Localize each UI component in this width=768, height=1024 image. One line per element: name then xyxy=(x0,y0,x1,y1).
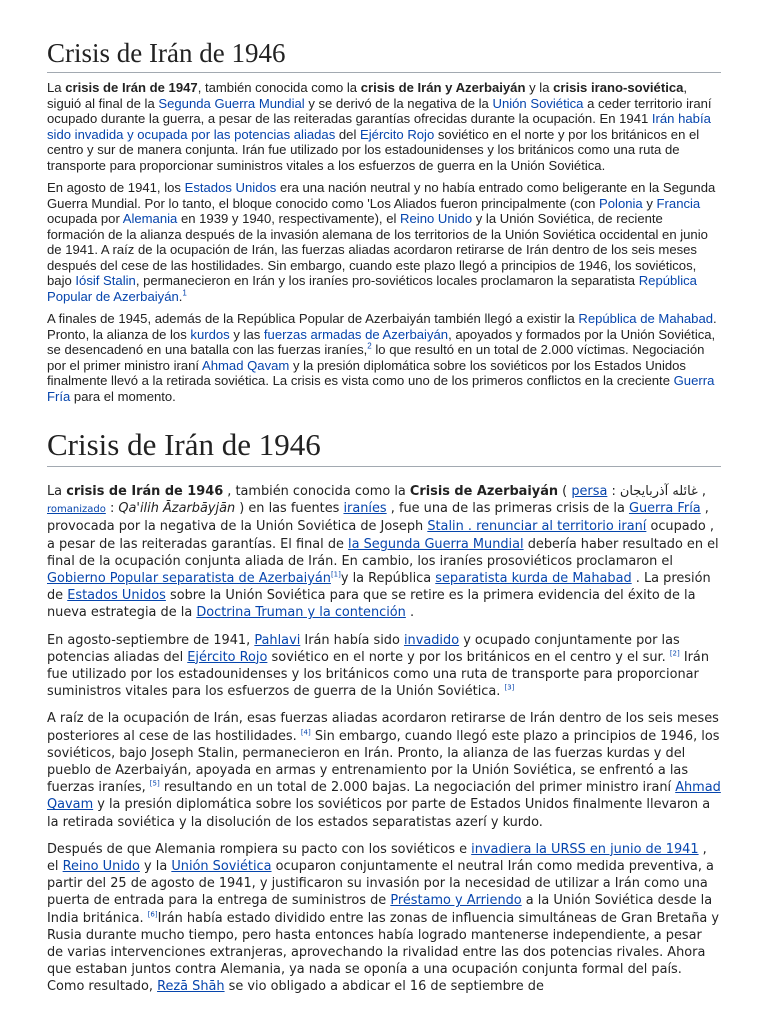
link-ahmad-qavam[interactable]: Ahmad Qavam xyxy=(202,357,290,373)
link-reino-unido[interactable]: Reino Unido xyxy=(62,859,140,875)
link-invasion-iran[interactable]: Irán había sido invadida y ocupada por las potencias aliadas xyxy=(47,111,711,142)
paragraph: En agosto de 1941, los Estados Unidos era una nación neutral y no había entrado como beligerante en la Segunda Guerra Mundial. Por lo tanto, el bloque conocido como 'Los Aliados fueron principalmente (con Polonia y Francia ocupada por Alemania en 1939 y 1940, respectivamente), el Reino Unido y la Unión Soviética, de reciente formación de la alianza después de la invasión alemana de los territorios de la Unión Soviética occidental en junio de 1941. A raíz de la ocupación de Irán, las fuerzas aliadas acordaron retirarse de Irán dentro de los seis meses después del cese de las hostilidades. Sin embargo, cuando este plazo llegó a principios de 1946, los soviéticos, bajo Iósif Stalin, permanecieron en Irán y los iraníes pro-soviéticos locales proclamaron la separatista República Popular de Azerbaiyán.$^1$ xyxy=(47,180,716,304)
article-body xyxy=(47,483,721,996)
paragraph: La crisis de Irán de 1947, también conocida como la crisis de Irán y Azerbaiyán y la crisis irano-soviética, siguió al final de la Segunda Guerra Mundial y se derivó de la negativa de la Unión Soviética a ceder territorio iraní ocupado durante la guerra, a pesar de las reiteradas garantías ofrecidas durante la ocupación. En 1941 Irán había sido invadida y ocupada por las potencias aliadas del Ejército Rojo soviético en el norte y por los británicos en el centro y sur de manera conjunta. Irán fue utilizado por los estadounidenses y los británicos como una ruta de transporte para proporcionar suministros vitales a los esfuerzos de guerra en la Unión Soviética. xyxy=(47,80,712,173)
link-romanizado[interactable]: romanizado xyxy=(47,504,106,516)
reference-marker[interactable]: [4] xyxy=(300,728,311,737)
footnote-marker[interactable]: 1 xyxy=(182,288,187,298)
link-francia[interactable]: Francia xyxy=(656,195,701,211)
article-title: Crisis de Irán de 1946 xyxy=(47,426,721,467)
link-estados-unidos[interactable]: Estados Unidos xyxy=(67,588,166,604)
link-union-sovietica[interactable]: Unión Soviética xyxy=(171,859,272,875)
reference-marker[interactable]: [1] xyxy=(330,570,341,579)
link-estados-unidos[interactable]: Estados Unidos xyxy=(184,180,277,195)
link-pahlavi[interactable]: Pahlavi xyxy=(254,632,301,648)
link-iosif-stalin[interactable]: Iósif Stalin xyxy=(75,273,136,288)
link-fuerzas-armadas-azerbaiyan[interactable]: fuerzas armadas de Azerbaiyán xyxy=(263,326,449,342)
link-union-sovietica[interactable]: Unión Soviética xyxy=(492,95,584,111)
link-invasion-urss[interactable]: invadiera la URSS en junio de 1941 xyxy=(471,841,699,857)
link-alemania[interactable]: Alemania xyxy=(122,211,178,226)
link-doctrina-truman[interactable]: Doctrina Truman y la contención xyxy=(196,605,406,621)
link-prestamo-arriendo[interactable]: Préstamo y Arriendo xyxy=(390,893,522,909)
link-guerra-fria[interactable]: Guerra Fría xyxy=(628,501,701,517)
reference-marker[interactable]: [5] xyxy=(149,779,160,788)
link-reza-shah[interactable]: Rezā Shāh xyxy=(157,979,225,995)
reference-marker[interactable]: [3] xyxy=(504,683,515,692)
link-stalin-territorio[interactable]: Stalin . renunciar al territorio iraní xyxy=(427,519,647,535)
link-republica-popular-azerbaiyan[interactable]: República Popular de Azerbaiyán xyxy=(47,273,697,304)
footnote-marker[interactable]: 2 xyxy=(367,341,372,351)
link-segunda-guerra-mundial[interactable]: Segunda Guerra Mundial xyxy=(158,95,305,111)
article-title: Crisis de Irán de 1946 xyxy=(47,36,721,73)
paragraph: A finales de 1945, además de la República Popular de Azerbaiyán también llegó a existir la República de Mahabad. Pronto, la alianza de los kurdos y las fuerzas armadas de Azerbaiyán, apoyados y formados por la Unión Soviética, se desencadenó en una batalla con las fuerzas iraníes,$^2$ lo que resultó en un total de 2.000 víctimas. Negociación por el primer ministro iraní Ahmad Qavam y la presión diplomática sobre los soviéticos por los Estados Unidos finalmente llevó a la retirada soviética. La crisis es vista como uno de los primeros conflictos en la creciente Guerra Fría para el momento. xyxy=(47,311,717,404)
link-polonia[interactable]: Polonia xyxy=(599,195,643,211)
link-kurda-mahabad[interactable]: separatista kurda de Mahabad xyxy=(435,571,632,587)
link-republica-mahabad[interactable]: República de Mahabad xyxy=(578,311,714,326)
link-ejercito-rojo[interactable]: Ejército Rojo xyxy=(360,126,435,142)
link-iranies[interactable]: iraníes xyxy=(343,501,387,517)
paragraph: A raíz de la ocupación de Irán, esas fuerzas aliadas acordaron retirarse de Irán dentro de los seis meses posteriores al cese de las hostilidades. [4] Sin embargo, cuando llegó este plazo a principios de 1946, los soviéticos, bajo Joseph Stalin, permanecieron en Irán. Pronto, la alianza de las fuerzas kurdas y del pueblo de Azerbaiyán, apoyada en armas y entrenamiento por la Unión Soviética, se enfrentó a las fuerzas iraníes, [5] resultando en un total de 2.000 bajas. La negociación del primer ministro iraní Ahmad Qavam y la presión diplomática sobre los soviéticos por parte de Estados Unidos finalmente llevaron a la retirada soviética y la disolución de los estados separatistas azerí y kurdo. xyxy=(47,711,721,830)
link-gobierno-popular-azerbaiyan[interactable]: Gobierno Popular separatista de Azerbaiyán xyxy=(47,571,331,587)
paragraph: La crisis de Irán de 1946 , también conocida como la Crisis de Azerbaiyán ( persa : غائله آذربایجان , romanizado : Qa'ilih Āzarbāyjān ) en las fuentes iraníes , fue una de las primeras crisis de la Guerra Fría , provocada por la negativa de la Unión Soviética de Joseph Stalin . renunciar al territorio iraní ocupado , a pesar de las reiteradas garantías. El final de la Segunda Guerra Mundial debería haber resultado en el final de la ocupación conjunta aliada de Irán. En cambio, los iraníes prosoviéticos proclamaron el Gobierno Popular separatista de Azerbaiyán[1]y la República separatista kurda de Mahabad . La presión de Estados Unidos sobre la Unión Soviética para que se retire es la primera evidencia del éxito de la nueva estrategia de la Doctrina Truman y la contención . xyxy=(47,484,719,621)
paragraph: En agosto-septiembre de 1941, Pahlavi Irán había sido invadido y ocupado conjuntamente por las potencias aliadas del Ejército Rojo soviético en el norte y por los británicos en el centro y el sur. [2] Irán fue utilizado por los estadounidenses y los británicos como una ruta de transporte para proporcionar suministros vitales para los esfuerzos de guerra de la Unión Soviética. [3] xyxy=(47,632,710,700)
link-invadido[interactable]: invadido xyxy=(403,632,460,648)
link-reino-unido[interactable]: Reino Unido xyxy=(400,211,473,226)
reference-marker[interactable]: [6] xyxy=(147,910,158,919)
link-guerra-fria[interactable]: Guerra Fría xyxy=(47,373,715,404)
link-kurdos[interactable]: kurdos xyxy=(190,326,230,342)
link-ahmad-qavam[interactable]: Ahmad Qavam xyxy=(47,780,721,813)
article-body xyxy=(47,80,721,404)
paragraph: Después de que Alemania rompiera su pacto con los soviéticos e invadiera la URSS en junio de 1941 , el Reino Unido y la Unión Soviética ocuparon conjuntamente el neutral Irán como medida preventiva, a partir del 25 de agosto de 1941, y justificaron su invasión por la necesidad de utilizar a Irán como una puerta de entrada para la entrega de suministros de Préstamo y Arriendo a la Unión Soviética desde la India británica. [6]Irán había estado dividido entre las zonas de influencia simultáneas de Gran Bretaña y Rusia durante mucho tiempo, pero hasta entonces había logrado mantenerse independiente, a pesar de varias intervenciones extranjeras, aprovechando la rivalidad entre las dos potencias rivales. Ahora que estaban juntos contra Alemania, ya nada se oponía a una ocupación conjunta formal del país. Como resultado, Rezā Shāh se vio obligado a abdicar el 16 de septiembre de xyxy=(47,841,720,995)
link-segunda-guerra-mundial[interactable]: la Segunda Guerra Mundial xyxy=(348,536,524,552)
link-persa[interactable]: persa xyxy=(571,484,608,499)
link-ejercito-rojo[interactable]: Ejército Rojo xyxy=(187,649,268,665)
reference-marker[interactable]: [2] xyxy=(669,649,680,658)
